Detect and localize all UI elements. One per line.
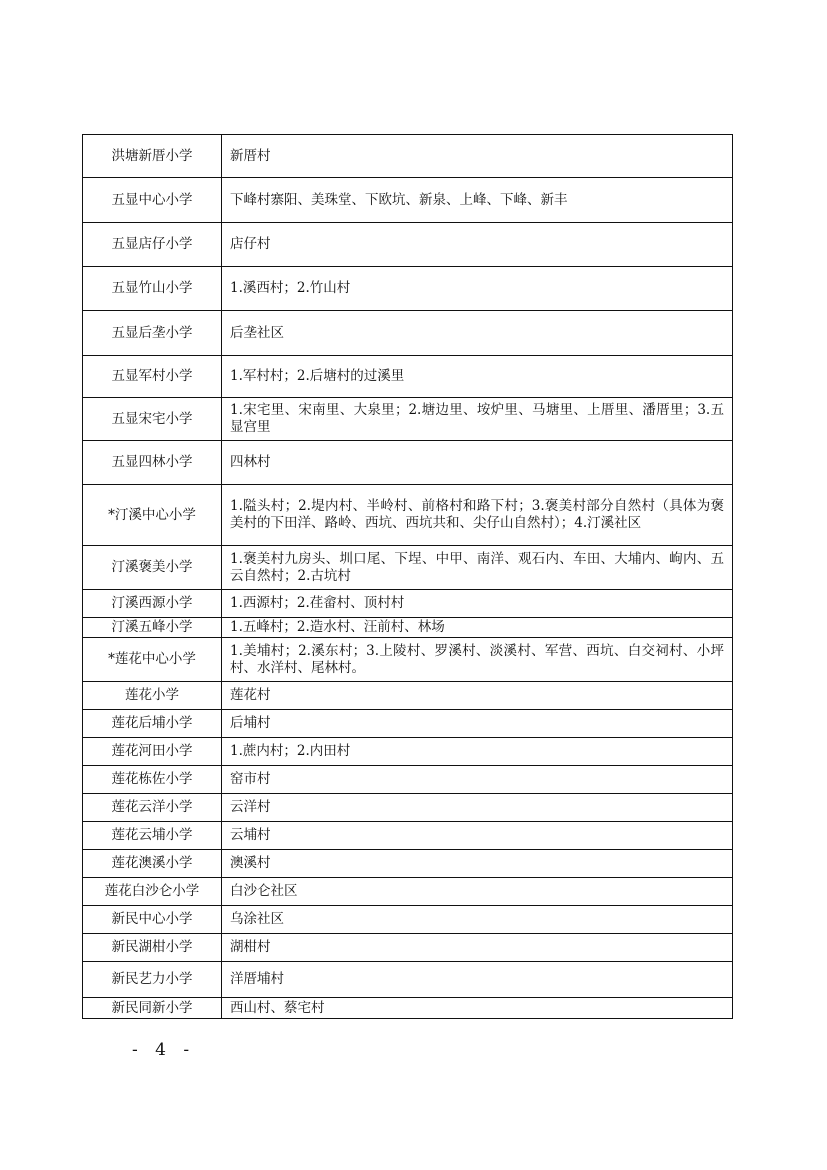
table-row bbox=[83, 546, 733, 590]
table-row bbox=[83, 618, 733, 638]
school-name: 莲花后埔小学 bbox=[83, 710, 222, 738]
enrollment-area: 后埔村 bbox=[222, 710, 733, 738]
school-name: 莲花白沙仑小学 bbox=[83, 878, 222, 906]
table-row bbox=[83, 766, 733, 794]
enrollment-area: 店仔村 bbox=[222, 223, 733, 267]
enrollment-area: 1.蔗内村；2.内田村 bbox=[222, 738, 733, 766]
enrollment-area: 西山村、蔡宅村 bbox=[222, 998, 733, 1019]
enrollment-area: 乌涂社区 bbox=[222, 906, 733, 934]
school-name: 汀溪五峰小学 bbox=[83, 618, 222, 638]
table-row bbox=[83, 934, 733, 962]
table-row bbox=[83, 356, 733, 398]
school-name: 洪塘新厝小学 bbox=[83, 135, 222, 178]
enrollment-area: 1.美埔村；2.溪东村；3.上陵村、罗溪村、淡溪村、军营、西坑、白交祠村、小坪村、水洋村、尾林村。 bbox=[222, 638, 733, 682]
table-row bbox=[83, 485, 733, 546]
table-row bbox=[83, 850, 733, 878]
school-name: 莲花澳溪小学 bbox=[83, 850, 222, 878]
school-name: *汀溪中心小学 bbox=[83, 485, 222, 546]
school-zone-table bbox=[82, 134, 733, 1019]
table-row bbox=[83, 962, 733, 998]
enrollment-area: 1.褒美村九房头、圳口尾、下埕、中甲、南洋、观石内、车田、大埔内、岣内、五云自然村；2.古坑村 bbox=[222, 546, 733, 590]
school-name: 五显中心小学 bbox=[83, 178, 222, 223]
enrollment-area: 新厝村 bbox=[222, 135, 733, 178]
enrollment-area: 白沙仑社区 bbox=[222, 878, 733, 906]
table-row bbox=[83, 906, 733, 934]
enrollment-area: 窑市村 bbox=[222, 766, 733, 794]
school-name: 莲花栋佐小学 bbox=[83, 766, 222, 794]
school-name: 五显四林小学 bbox=[83, 441, 222, 485]
table-row bbox=[83, 135, 733, 178]
table-row bbox=[83, 638, 733, 682]
school-name: 莲花云洋小学 bbox=[83, 794, 222, 822]
table-row bbox=[83, 822, 733, 850]
school-name: 新民艺力小学 bbox=[83, 962, 222, 998]
enrollment-area: 云洋村 bbox=[222, 794, 733, 822]
enrollment-area: 后垄社区 bbox=[222, 311, 733, 356]
enrollment-area: 1.五峰村；2.造水村、汪前村、林场 bbox=[222, 618, 733, 638]
table-row bbox=[83, 223, 733, 267]
school-name: 汀溪西源小学 bbox=[83, 590, 222, 618]
table-row bbox=[83, 682, 733, 710]
enrollment-area: 1.军村村；2.后塘村的过溪里 bbox=[222, 356, 733, 398]
enrollment-area: 澳溪村 bbox=[222, 850, 733, 878]
enrollment-area: 1.西源村；2.荏畲村、顶村村 bbox=[222, 590, 733, 618]
enrollment-area: 四林村 bbox=[222, 441, 733, 485]
enrollment-area: 莲花村 bbox=[222, 682, 733, 710]
table-row bbox=[83, 878, 733, 906]
school-name: 五显店仔小学 bbox=[83, 223, 222, 267]
table-row bbox=[83, 738, 733, 766]
table-row bbox=[83, 311, 733, 356]
school-name: 新民中心小学 bbox=[83, 906, 222, 934]
table-row bbox=[83, 267, 733, 311]
school-name: 新民湖柑小学 bbox=[83, 934, 222, 962]
school-name: 汀溪褒美小学 bbox=[83, 546, 222, 590]
table-row bbox=[83, 710, 733, 738]
school-name: 莲花小学 bbox=[83, 682, 222, 710]
table-row bbox=[83, 590, 733, 618]
table-row bbox=[83, 178, 733, 223]
enrollment-area: 洋厝埔村 bbox=[222, 962, 733, 998]
table-row bbox=[83, 441, 733, 485]
school-name: 新民同新小学 bbox=[83, 998, 222, 1019]
school-name: 五显竹山小学 bbox=[83, 267, 222, 311]
enrollment-area: 1.溪西村；2.竹山村 bbox=[222, 267, 733, 311]
enrollment-area: 云埔村 bbox=[222, 822, 733, 850]
school-name: 五显后垄小学 bbox=[83, 311, 222, 356]
school-name: 莲花河田小学 bbox=[83, 738, 222, 766]
enrollment-area: 下峰村寨阳、美珠堂、下欧坑、新泉、上峰、下峰、新丰 bbox=[222, 178, 733, 223]
page-number: - 4 - bbox=[132, 1040, 196, 1060]
table-row bbox=[83, 998, 733, 1019]
school-name: 莲花云埔小学 bbox=[83, 822, 222, 850]
table-row bbox=[83, 398, 733, 441]
school-name: *莲花中心小学 bbox=[83, 638, 222, 682]
enrollment-area: 1.隘头村；2.堤内村、半岭村、前格村和路下村；3.褒美村部分自然村（具体为褒美村的下田洋、路岭、西坑、西坑共和、尖仔山自然村）；4.汀溪社区 bbox=[222, 485, 733, 546]
table-row bbox=[83, 794, 733, 822]
enrollment-area: 1.宋宅里、宋南里、大泉里；2.塘边里、垵炉里、马塘里、上厝里、潘厝里；3.五显宫里 bbox=[222, 398, 733, 441]
school-name: 五显军村小学 bbox=[83, 356, 222, 398]
enrollment-area: 湖柑村 bbox=[222, 934, 733, 962]
school-name: 五显宋宅小学 bbox=[83, 398, 222, 441]
